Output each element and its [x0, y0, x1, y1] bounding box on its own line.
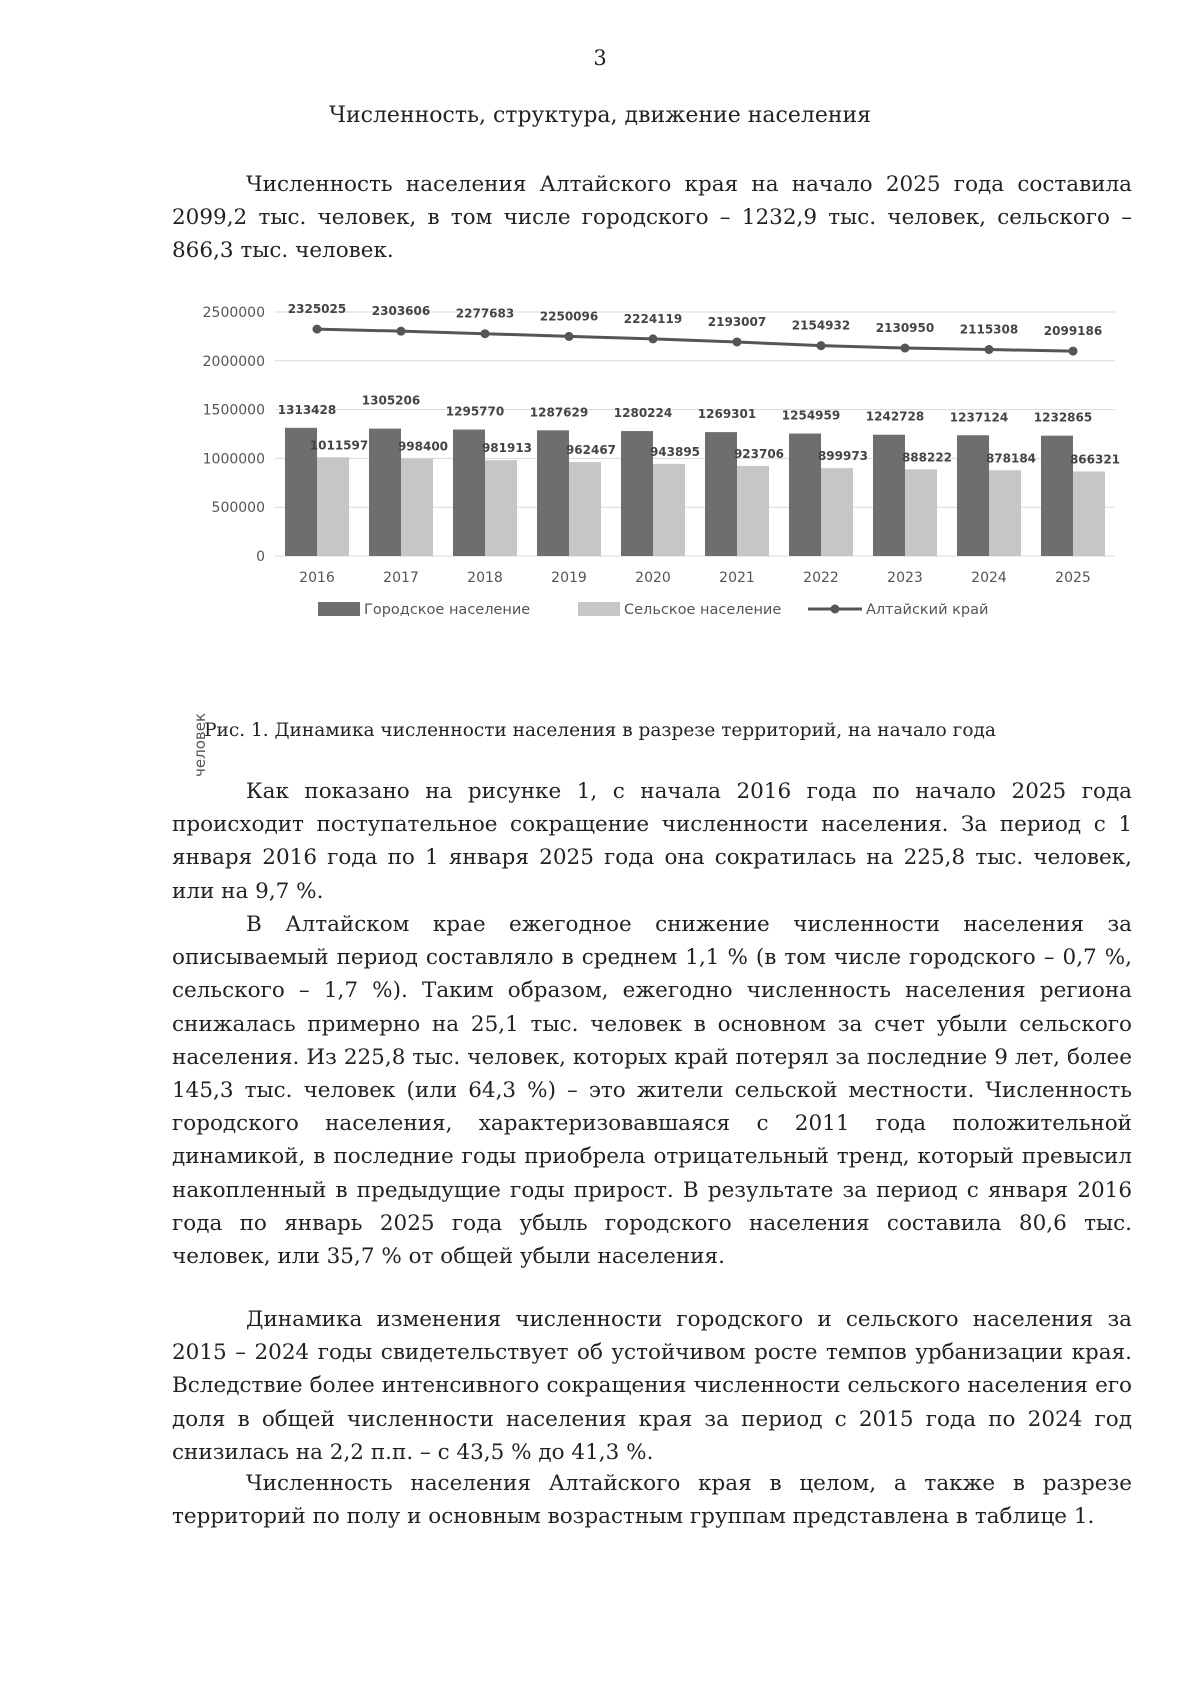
label-total-2022: 2154932 — [791, 318, 851, 333]
y-tick-label: 2000000 — [202, 353, 265, 370]
paragraph-4: Динамика изменения численности городского и сельского населения за 2015 – 2024 годы свидетельствует об устойчивом росте темпов урбанизации края. Вследствие более интенсивного сокращения численности сельского населения его доля в общей численности населения края за период с 2015 года по 2024 год снизилась на 2,2 п.п. – с 43,5 % до 41,3 %. — [172, 1307, 1132, 1465]
y-tick-label: 1000000 — [202, 451, 265, 468]
marker-total-2025 — [1069, 347, 1078, 356]
x-tick-label: 2025 — [1055, 570, 1091, 586]
label-rural-2025: 866321 — [1069, 452, 1121, 467]
chart-legend — [318, 602, 988, 618]
chart-x-axis — [299, 570, 1091, 586]
bar-urban-2023 — [873, 435, 905, 556]
label-urban-2024: 1237124 — [949, 410, 1009, 425]
label-urban-2022: 1254959 — [781, 408, 841, 423]
bar-rural-2021 — [737, 466, 769, 556]
x-tick-label: 2022 — [803, 570, 839, 586]
label-urban-2021: 1269301 — [697, 407, 757, 422]
bar-urban-2017 — [369, 429, 401, 556]
bar-urban-2024 — [957, 435, 989, 556]
marker-total-2021 — [733, 337, 742, 346]
legend-marker-total — [831, 605, 840, 614]
bar-urban-2025 — [1041, 436, 1073, 556]
x-tick-label: 2018 — [467, 570, 503, 586]
marker-total-2016 — [313, 325, 322, 334]
y-tick-label: 0 — [256, 549, 265, 565]
y-tick-label: 1500000 — [202, 402, 265, 419]
legend-label-rural: Сельское население — [624, 602, 782, 618]
bar-rural-2023 — [905, 469, 937, 556]
chart-data-labels — [278, 302, 1120, 466]
bar-rural-2025 — [1073, 471, 1105, 556]
label-rural-2017: 998400 — [397, 439, 449, 454]
paragraph-3: В Алтайском крае ежегодное снижение численности населения за описываемый период составляло в среднем 1,1 % (в том числе городского – 0,7 %, сельского – 1,7 %). Таким образом, ежегодно численность населения региона снижалась примерно на 25,1 тыс. человек в основном за счет убыли сельского населения. Из 225,8 тыс. человек, которых край потерял за последние 9 лет, более 145,3 тыс. человек (или 64,3 %) – это жители сельской местности. Численность городского населения, характеризовавшаяся с 2011 года положительной динамикой, в последние годы приобрела отрицательный тренд, который превысил накопленный в предыдущие годы прирост. В результате за период с января 2016 года по январь 2025 года убыль городского населения составила 80,6 тыс. человек, или 35,7 % от общей убыли населения. — [172, 912, 1132, 1270]
marker-total-2020 — [649, 334, 658, 343]
bar-rural-2017 — [401, 459, 433, 556]
paragraph-5: Численность населения Алтайского края в целом, а также в разрезе территорий по полу и основным возрастным группам представлена в таблице 1. — [172, 1471, 1132, 1530]
label-rural-2021: 923706 — [733, 446, 785, 461]
marker-total-2022 — [817, 341, 826, 350]
label-rural-2018: 981913 — [481, 441, 533, 456]
label-total-2018: 2277683 — [455, 306, 515, 321]
label-total-2019: 2250096 — [539, 309, 599, 324]
label-urban-2018: 1295770 — [445, 404, 505, 419]
marker-total-2017 — [397, 327, 406, 336]
label-rural-2024: 878184 — [985, 451, 1037, 466]
label-total-2021: 2193007 — [707, 314, 767, 329]
x-tick-label: 2023 — [887, 570, 923, 586]
label-urban-2017: 1305206 — [361, 393, 421, 408]
legend-label-urban: Городское население — [364, 602, 531, 618]
marker-total-2024 — [985, 345, 994, 354]
page-number: 3 — [593, 46, 607, 70]
label-urban-2016: 1313428 — [277, 402, 337, 417]
bar-urban-2019 — [537, 430, 569, 556]
label-rural-2022: 899973 — [817, 449, 869, 464]
label-total-2025: 2099186 — [1043, 324, 1103, 339]
bar-rural-2020 — [653, 464, 685, 556]
label-rural-2019: 962467 — [565, 443, 617, 458]
x-tick-label: 2024 — [971, 570, 1007, 586]
x-tick-label: 2020 — [635, 570, 671, 586]
marker-total-2019 — [565, 332, 574, 341]
label-urban-2025: 1232865 — [1033, 410, 1093, 425]
chart-y-axis-label: человек — [191, 713, 209, 777]
label-total-2020: 2224119 — [623, 311, 683, 326]
bar-urban-2020 — [621, 431, 653, 556]
legend-swatch-urban — [318, 602, 360, 616]
x-tick-label: 2019 — [551, 570, 587, 586]
x-tick-label: 2017 — [383, 570, 419, 586]
label-total-2017: 2303606 — [371, 304, 431, 319]
y-tick-label: 2500000 — [202, 305, 265, 321]
x-tick-label: 2021 — [719, 570, 755, 586]
label-total-2016: 2325025 — [287, 302, 347, 317]
bar-urban-2021 — [705, 432, 737, 556]
bar-rural-2018 — [485, 460, 517, 556]
bar-rural-2019 — [569, 462, 601, 556]
label-urban-2023: 1242728 — [865, 409, 925, 424]
bar-urban-2018 — [453, 430, 485, 556]
legend-label-total: Алтайский край — [866, 602, 989, 618]
paragraph-intro: Численность населения Алтайского края на начало 2025 года составила 2099,2 тыс. человек, в том числе городского – 1232,9 тыс. человек, сельского – 866,3 тыс. человек. — [172, 172, 1132, 264]
label-urban-2020: 1280224 — [613, 406, 673, 421]
label-rural-2020: 943895 — [649, 444, 701, 459]
paragraph-2: Как показано на рисунке 1, с начала 2016 года по начало 2025 года происходит поступательное сокращение численности населения. За период с 1 января 2016 года по 1 января 2025 года она сократилась на 225,8 тыс. человек, или на 9,7 %. — [172, 779, 1132, 904]
label-urban-2019: 1287629 — [529, 405, 589, 420]
label-total-2024: 2115308 — [959, 322, 1019, 337]
marker-total-2018 — [481, 329, 490, 338]
label-total-2023: 2130950 — [875, 321, 935, 336]
label-rural-2023: 888222 — [901, 450, 953, 465]
bar-rural-2024 — [989, 470, 1021, 556]
section-heading: Численность, структура, движение населения — [328, 103, 872, 128]
bar-urban-2022 — [789, 434, 821, 556]
x-tick-label: 2016 — [299, 570, 335, 586]
y-tick-label: 500000 — [211, 500, 265, 517]
chart-y-axis — [203, 305, 265, 565]
bar-rural-2022 — [821, 468, 853, 556]
label-rural-2016: 1011597 — [309, 438, 369, 453]
legend-swatch-rural — [578, 602, 620, 616]
figure-caption: Рис. 1. Динамика численности населения в разрезе территорий, на начало года — [204, 720, 996, 741]
bar-rural-2016 — [317, 457, 349, 556]
marker-total-2023 — [901, 344, 910, 353]
